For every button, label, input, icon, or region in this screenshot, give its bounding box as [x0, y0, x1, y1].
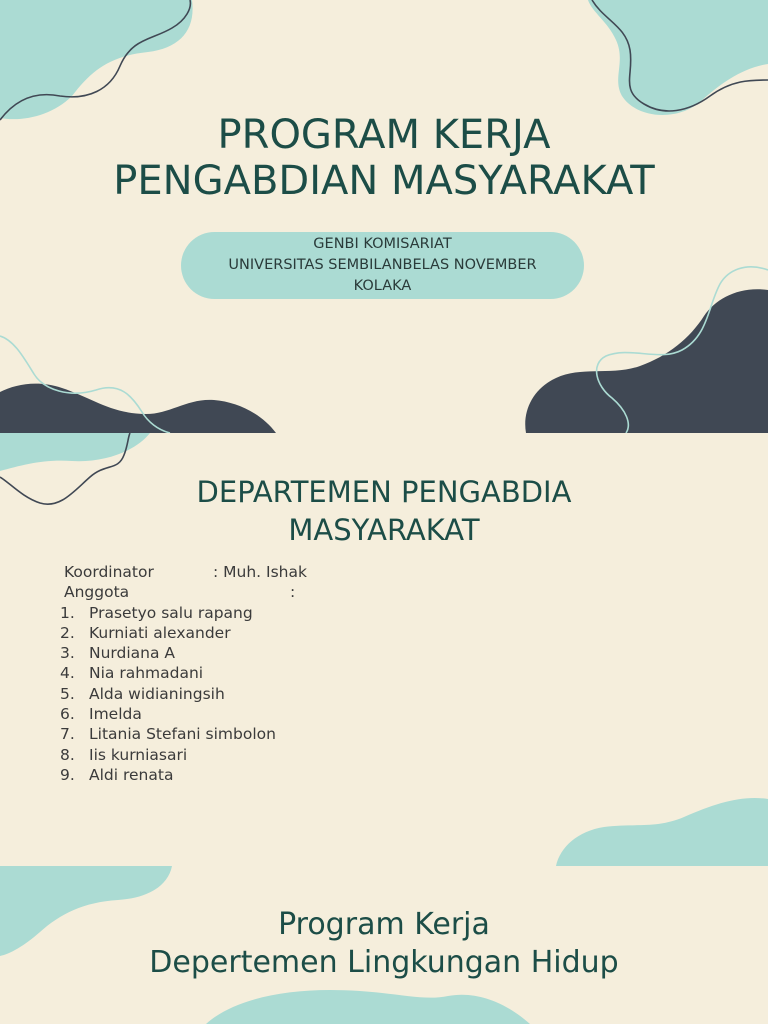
program-title [0, 906, 768, 982]
department-title-line-1: DEPARTEMEN PENGABDIA [196, 475, 572, 509]
mint-blob-bottom [206, 990, 530, 1024]
member-name: Imelda [89, 705, 142, 724]
member-name: Aldi renata [89, 765, 174, 784]
member-name: Nia rahmadani [89, 664, 204, 683]
members-colon: : [290, 583, 296, 602]
program-title-line-1: Program Kerja [278, 907, 490, 942]
list-number: 6. [60, 705, 75, 724]
member-name: Litania Stefani simbolon [89, 725, 276, 744]
member-name: Alda widianingsih [89, 684, 225, 703]
coordinator-label: Koordinator [64, 563, 154, 581]
member-name: Prasetyo salu rapang [89, 603, 253, 622]
mint-blob-top-right [588, 0, 768, 115]
slide-department [0, 433, 768, 866]
list-number: 4. [60, 664, 75, 683]
list-number: 8. [60, 745, 75, 764]
page-title [0, 112, 768, 204]
member-name: Nurdiana A [89, 644, 176, 663]
slate-blob-bottom-left [0, 384, 276, 433]
list-number: 2. [60, 623, 75, 642]
slide-title [0, 0, 768, 433]
member-name: Kurniati alexander [89, 623, 231, 642]
slide-environment-program [0, 866, 768, 1024]
org-line-3: KOLAKA [353, 278, 412, 294]
mint-blob-top-left [0, 433, 150, 471]
list-number: 5. [60, 684, 75, 703]
slate-blob-bottom-right [525, 289, 768, 433]
mint-blob-top-left [0, 0, 193, 119]
members-label: Anggota [64, 583, 130, 602]
mint-blob-bottom-right [556, 798, 768, 866]
department-title-line-2: MASYARAKAT [288, 513, 480, 547]
title-line-2: PENGABDIAN MASYARAKAT [113, 158, 655, 204]
member-name: Iis kurniasari [89, 745, 188, 764]
list-number: 1. [60, 603, 75, 622]
organization-badge [181, 232, 584, 299]
coordinator-value: : Muh. Ishak [213, 563, 307, 581]
list-number: 3. [60, 644, 75, 663]
org-line-1: GENBI KOMISARIAT [313, 236, 452, 252]
program-title-line-2: Depertemen Lingkungan Hidup [149, 945, 619, 980]
list-number: 9. [60, 765, 75, 784]
list-number: 7. [60, 725, 75, 744]
title-line-1: PROGRAM KERJA [217, 112, 551, 158]
slide1-decoration [0, 0, 768, 433]
department-title [0, 473, 768, 549]
org-line-2: UNIVERSITAS SEMBILANBELAS NOVEMBER [228, 257, 537, 273]
